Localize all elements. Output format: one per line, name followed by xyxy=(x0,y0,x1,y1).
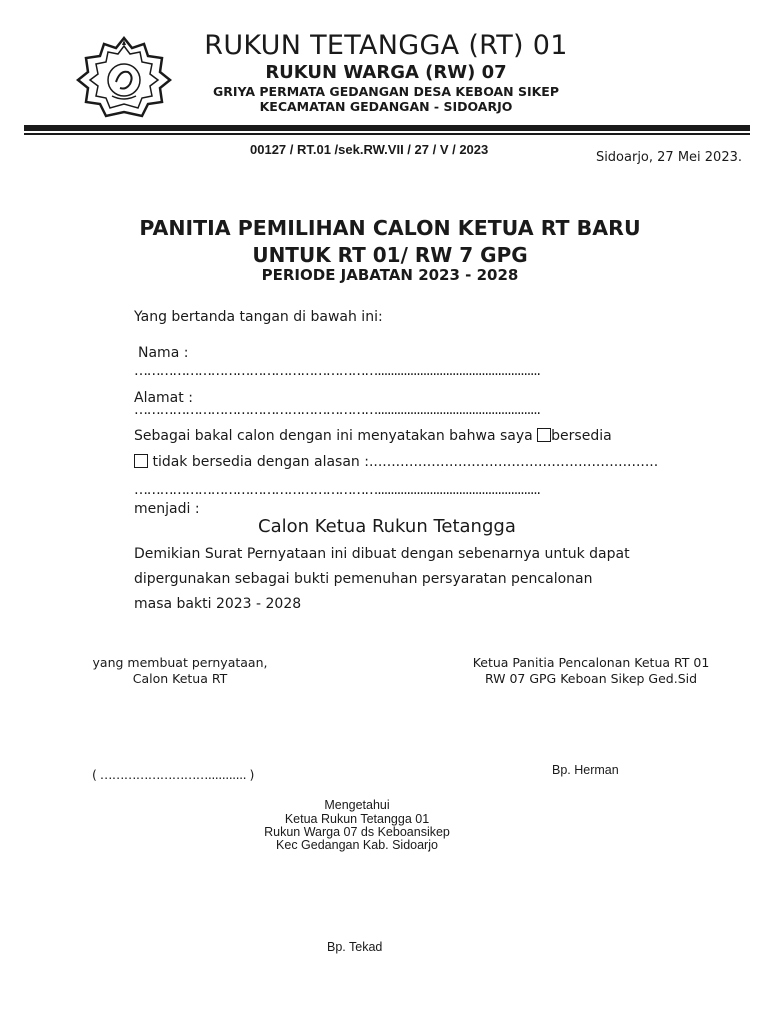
regency-emblem-icon xyxy=(76,34,172,120)
option-bersedia-label: bersedia xyxy=(551,428,612,444)
mengetahui-line-3: Kec Gedangan Kab. Sidoarjo xyxy=(276,838,438,852)
option-tidak-bersedia-label: tidak bersedia dengan alasan :................................................................. xyxy=(152,454,659,470)
left-signature-title-2: Calon Ketua RT xyxy=(132,671,228,686)
mengetahui-line-1: Ketua Rukun Tetangga 01 xyxy=(284,812,430,826)
header-divider-thin xyxy=(24,133,750,135)
right-signature-name: Bp. Herman xyxy=(552,763,619,777)
option-no-row xyxy=(134,454,658,470)
form-intro: Yang bertanda tangan di bawah ini: xyxy=(134,309,383,325)
right-signature-title-2: RW 07 GPG Keboan Sikep Ged.Sid xyxy=(484,671,698,686)
closing-line-1: Demikian Surat Pernyataan ini dibuat dengan sebenarnya untuk dapat xyxy=(134,546,630,562)
letterhead-title: RUKUN TETANGGA (RT) 01 xyxy=(204,30,568,61)
alasan-field[interactable]: ………………………………………………….................................................. xyxy=(134,482,540,498)
alamat-field[interactable]: ………………………………………………….................................................. xyxy=(134,402,540,418)
left-signature-name: ( ………………………........... ) xyxy=(92,767,254,782)
nama-field[interactable]: ………………………………………………….................................................. xyxy=(134,363,540,379)
checkbox-tidak-bersedia[interactable] xyxy=(134,454,148,468)
document-title-period: PERIODE JABATAN 2023 - 2028 xyxy=(261,266,519,284)
letterhead-subtitle: RUKUN WARGA (RW) 07 xyxy=(265,62,507,83)
mengetahui-line-2: Rukun Warga 07 ds Keboansikep xyxy=(264,825,450,839)
closing-line-2: dipergunakan sebagai bukti pemenuhan persyaratan pencalonan xyxy=(134,571,593,587)
document-title-line-1: PANITIA PEMILIHAN CALON KETUA RT BARU xyxy=(139,216,641,240)
document-title-line-2: UNTUK RT 01/ RW 7 GPG xyxy=(252,243,528,267)
closing-line-3: masa bakti 2023 - 2028 xyxy=(134,596,302,612)
checkbox-bersedia[interactable] xyxy=(537,428,551,442)
letterhead-line-1: GRIYA PERMATA GEDANGAN DESA KEBOAN SIKEP xyxy=(212,84,560,99)
left-signature-title-1: yang membuat pernyataan, xyxy=(92,655,268,670)
right-signature-title-1: Ketua Panitia Pencalonan Ketua RT 01 xyxy=(472,655,710,670)
statement-text: Sebagai bakal calon dengan ini menyatakan bahwa saya xyxy=(134,428,533,444)
statement-row xyxy=(134,428,612,444)
nama-label: Nama : xyxy=(138,345,189,361)
alamat-label: Alamat : xyxy=(134,390,193,406)
letter-date: Sidoarjo, 27 Mei 2023. xyxy=(595,150,742,165)
mengetahui-name: Bp. Tekad xyxy=(327,940,383,954)
reference-number: 00127 / RT.01 /sek.RW.VII / 27 / V / 2023 xyxy=(250,142,489,157)
mengetahui-label: Mengetahui xyxy=(324,798,390,812)
header-divider-thick xyxy=(24,125,750,131)
menjadi-label: menjadi : xyxy=(134,501,200,517)
letterhead-line-2: KECAMATAN GEDANGAN - SIDOARJO xyxy=(259,99,513,114)
candidate-position: Calon Ketua Rukun Tetangga xyxy=(258,516,516,537)
